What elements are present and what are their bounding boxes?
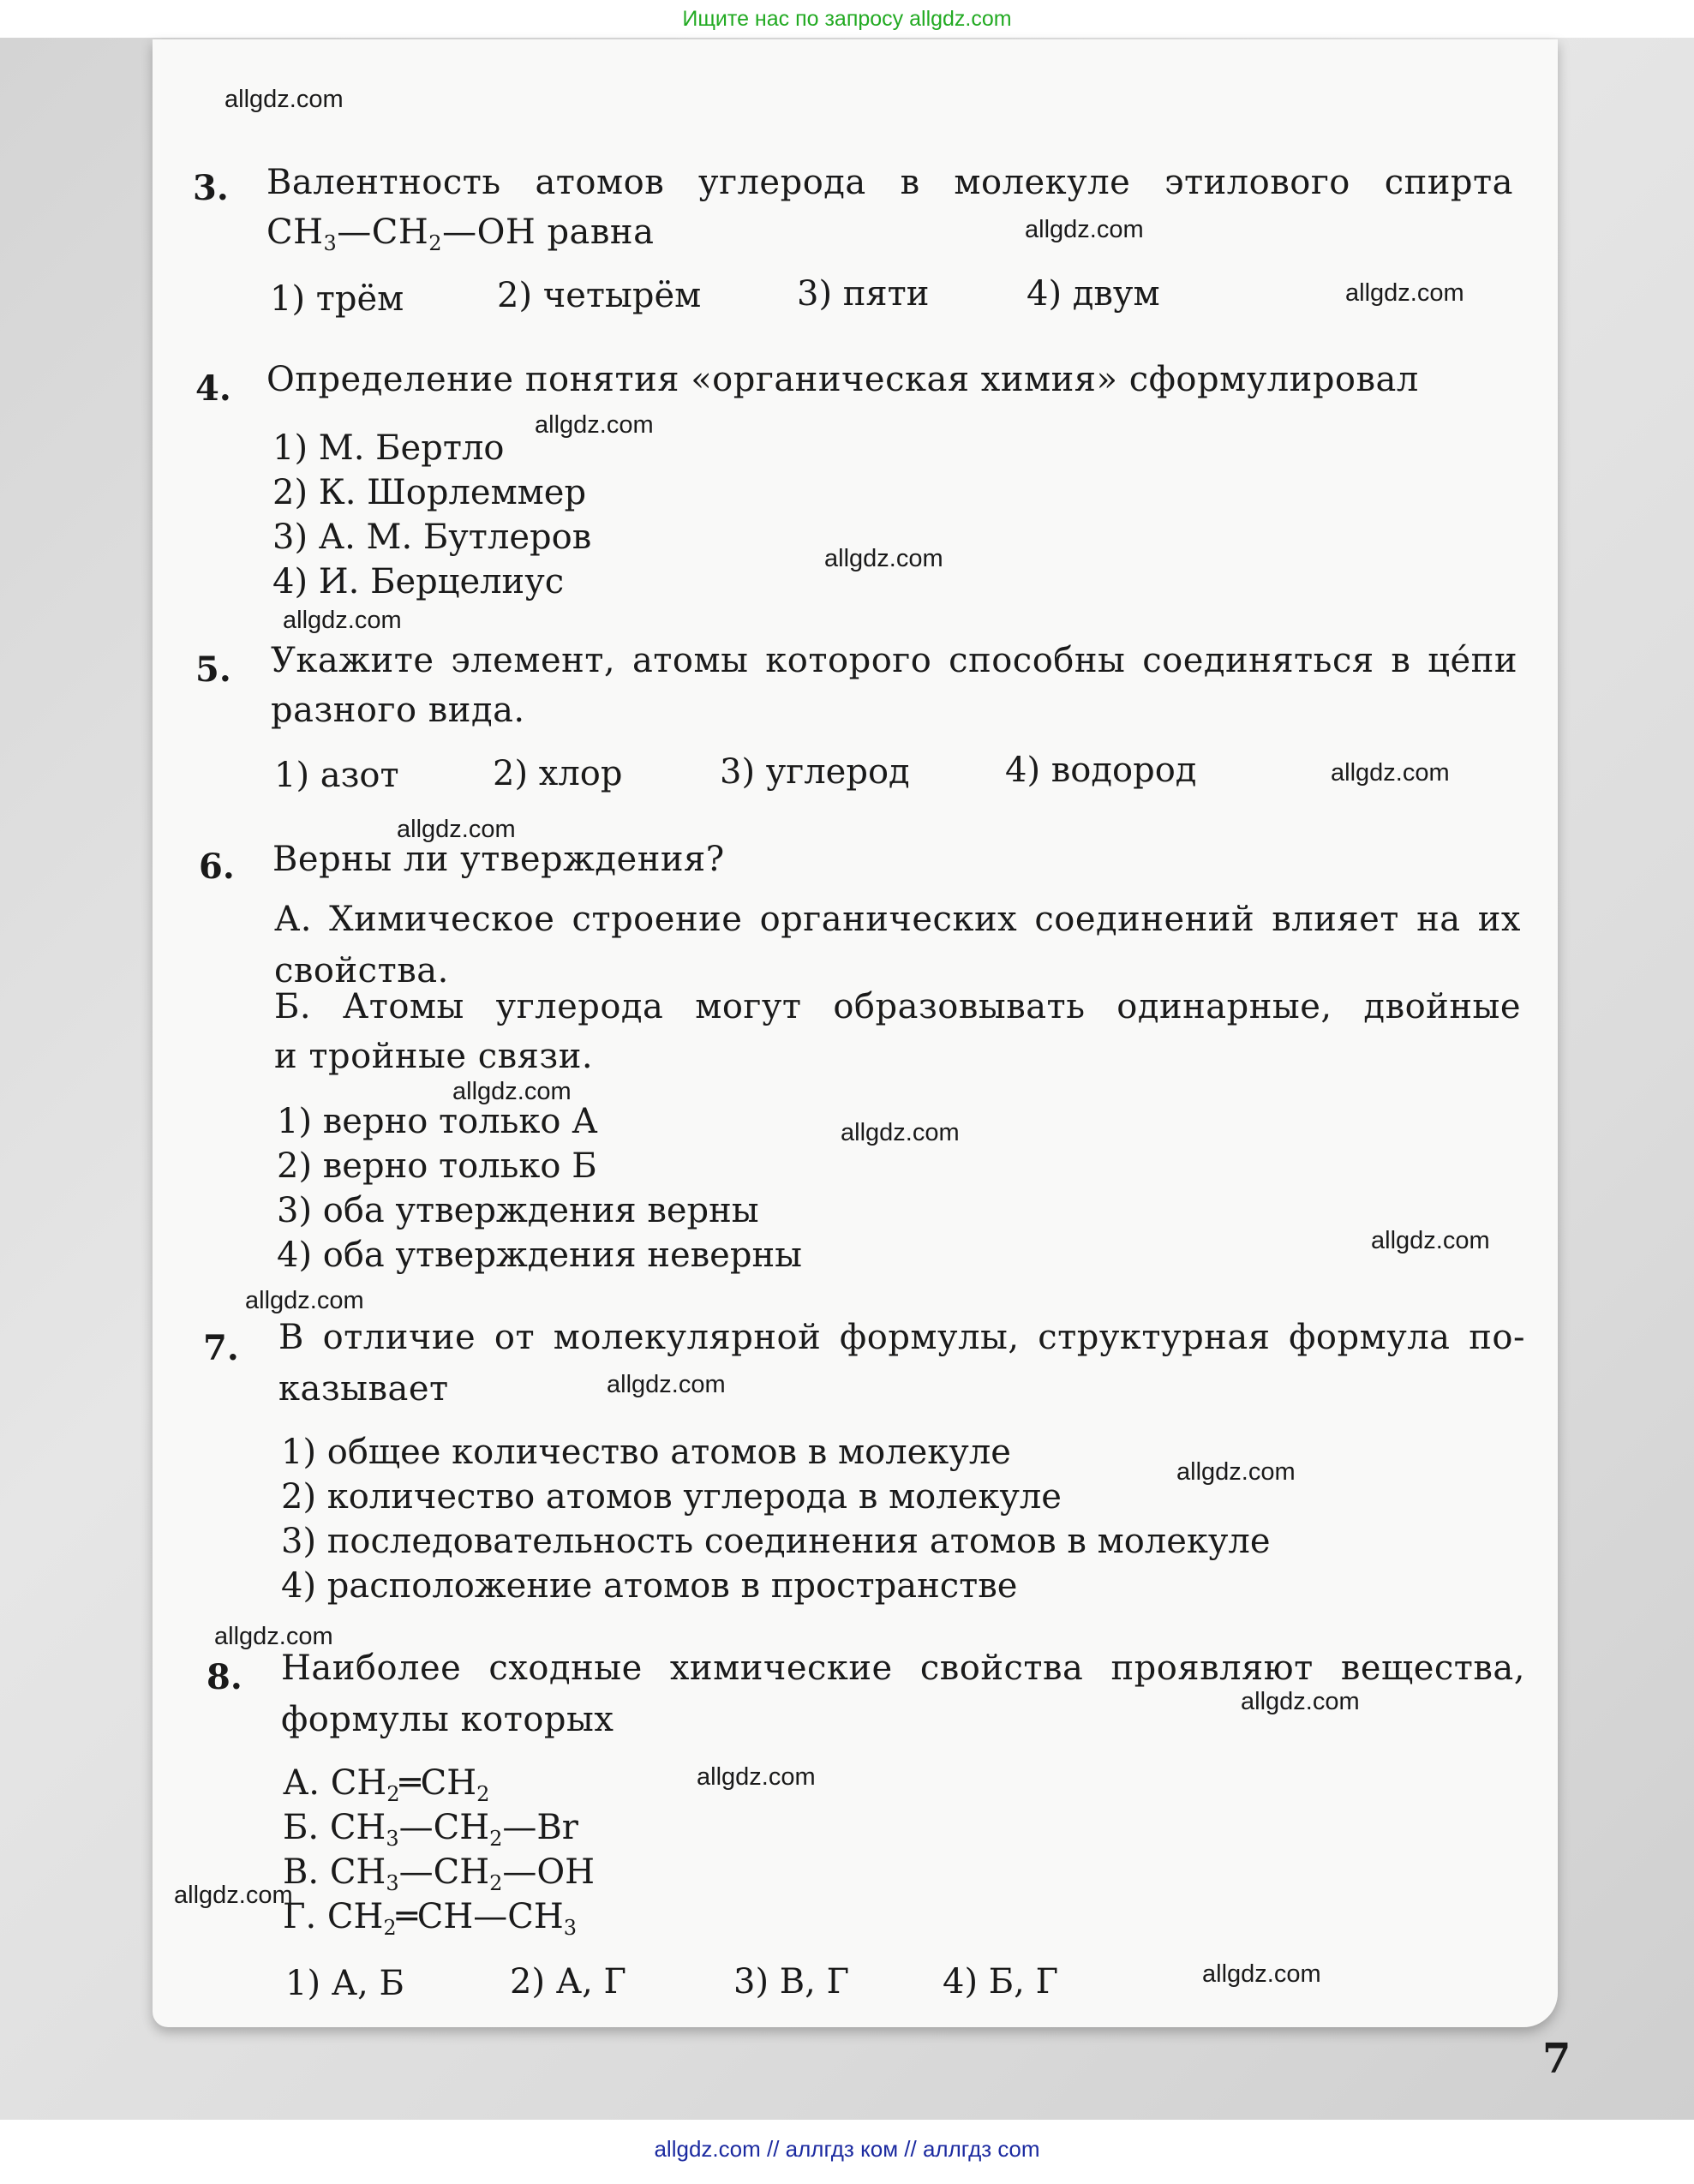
- q4-option-1: 1) М. Бертло: [272, 428, 505, 468]
- page-number: 7: [1542, 2035, 1571, 2083]
- watermark: allgdz.com: [1025, 216, 1144, 243]
- watermark: allgdz.com: [224, 86, 344, 113]
- q3-formula: $CH_3—CH_2—OH$ равна: [266, 212, 655, 255]
- q3-text-line1: Валентность атомов углерода в молекуле этилового спирта: [266, 163, 1513, 202]
- watermark: allgdz.com: [697, 1763, 816, 1791]
- q5-option-3: 3) углерод: [720, 752, 910, 792]
- q3-option-2: 2) четырём: [497, 276, 702, 315]
- watermark: allgdz.com: [283, 607, 402, 634]
- watermark: allgdz.com: [1331, 759, 1450, 787]
- q5-text-line1: Укажите элемент, атомы которого способны соединяться в цéпи: [271, 641, 1517, 680]
- q7-option-3: 3) последовательность соединения атомов в молекуле: [281, 1522, 1271, 1561]
- q4-text-line1: Определение понятия «органическая химия» сформулировал: [266, 360, 1419, 399]
- q8-formula-c: В. $CH_3—CH_2—OH$: [283, 1852, 596, 1895]
- q4-number: 4.: [195, 368, 231, 409]
- q5-option-4: 4) водород: [1005, 751, 1197, 790]
- q4-option-2: 2) К. Шорлеммер: [272, 473, 587, 512]
- q5-text-line2: разного вида.: [271, 691, 525, 730]
- q6-option-3: 3) оба утверждения верны: [277, 1191, 759, 1230]
- q8-text-line1: Наиболее сходные химические свойства проявляют вещества,: [281, 1648, 1525, 1688]
- watermark: allgdz.com: [1202, 1960, 1321, 1988]
- watermark: allgdz.com: [214, 1623, 333, 1650]
- q6-option-2: 2) верно только Б: [277, 1146, 597, 1186]
- bottom-banner[interactable]: allgdz.com // аллгдз ком // аллгдз com: [654, 2136, 1040, 2162]
- q6-option-1: 1) верно только А: [277, 1102, 598, 1141]
- q6-statement-b-line2: и тройные связи.: [274, 1037, 594, 1076]
- q7-option-1: 1) общее количество атомов в молекуле: [281, 1433, 1011, 1472]
- q3-number: 3.: [193, 168, 229, 208]
- q6-statement-a-line1: А. Химическое строение органических соединений влияет на их: [274, 900, 1521, 939]
- q8-option-3: 3) В, Г: [733, 1962, 850, 2002]
- q8-option-4: 4) Б, Г: [943, 1962, 1059, 2002]
- q6-text-line1: Верны ли утверждения?: [272, 840, 725, 879]
- q7-option-2: 2) количество атомов углерода в молекуле: [281, 1477, 1062, 1517]
- watermark: allgdz.com: [841, 1119, 960, 1146]
- q8-number: 8.: [207, 1657, 242, 1697]
- watermark: allgdz.com: [535, 411, 654, 439]
- watermark: allgdz.com: [607, 1371, 726, 1398]
- watermark: allgdz.com: [1176, 1458, 1296, 1486]
- q6-number: 6.: [199, 847, 235, 887]
- q4-option-3: 3) А. М. Бутлеров: [272, 518, 592, 557]
- watermark: allgdz.com: [452, 1078, 572, 1105]
- top-banner[interactable]: Ищите нас по запросу allgdz.com: [682, 7, 1012, 31]
- q5-option-2: 2) хлор: [493, 754, 623, 793]
- q7-number: 7.: [203, 1328, 239, 1368]
- q8-option-1: 1) А, Б: [285, 1964, 404, 2003]
- q8-option-2: 2) А, Г: [510, 1962, 626, 2002]
- q8-text-line2: формулы которых: [281, 1700, 614, 1739]
- q5-number: 5.: [195, 649, 231, 690]
- q3-option-1: 1) трём: [270, 279, 404, 319]
- q8-formula-a: А. $CH_2═CH_2$: [283, 1763, 490, 1806]
- q8-formula-b: Б. $CH_3—CH_2—Br$: [283, 1808, 578, 1851]
- watermark: allgdz.com: [824, 545, 943, 572]
- q7-option-4: 4) расположение атомов в пространстве: [281, 1566, 1018, 1606]
- watermark: allgdz.com: [245, 1287, 364, 1314]
- q5-option-1: 1) азот: [274, 756, 399, 795]
- q6-option-4: 4) оба утверждения неверны: [277, 1236, 802, 1275]
- q6-statement-a-line2: свойства.: [274, 951, 449, 990]
- q7-text-line2: казывает: [278, 1369, 449, 1409]
- watermark: allgdz.com: [1371, 1227, 1490, 1254]
- q8-formula-d: Г. $CH_2═CH—CH_3$: [283, 1897, 578, 1940]
- watermark: allgdz.com: [1345, 279, 1464, 307]
- q3-option-4: 4) двум: [1027, 274, 1160, 314]
- watermark: allgdz.com: [1241, 1688, 1360, 1715]
- watermark: allgdz.com: [397, 816, 516, 843]
- q4-option-4: 4) И. Берцелиус: [272, 562, 565, 601]
- q6-statement-b-line1: Б. Атомы углерода могут образовывать одинарные, двойные: [274, 987, 1521, 1026]
- watermark: allgdz.com: [174, 1882, 293, 1909]
- q3-option-3: 3) пяти: [797, 274, 930, 314]
- q7-text-line1: В отличие от молекулярной формулы, структурная формула по-: [278, 1318, 1525, 1357]
